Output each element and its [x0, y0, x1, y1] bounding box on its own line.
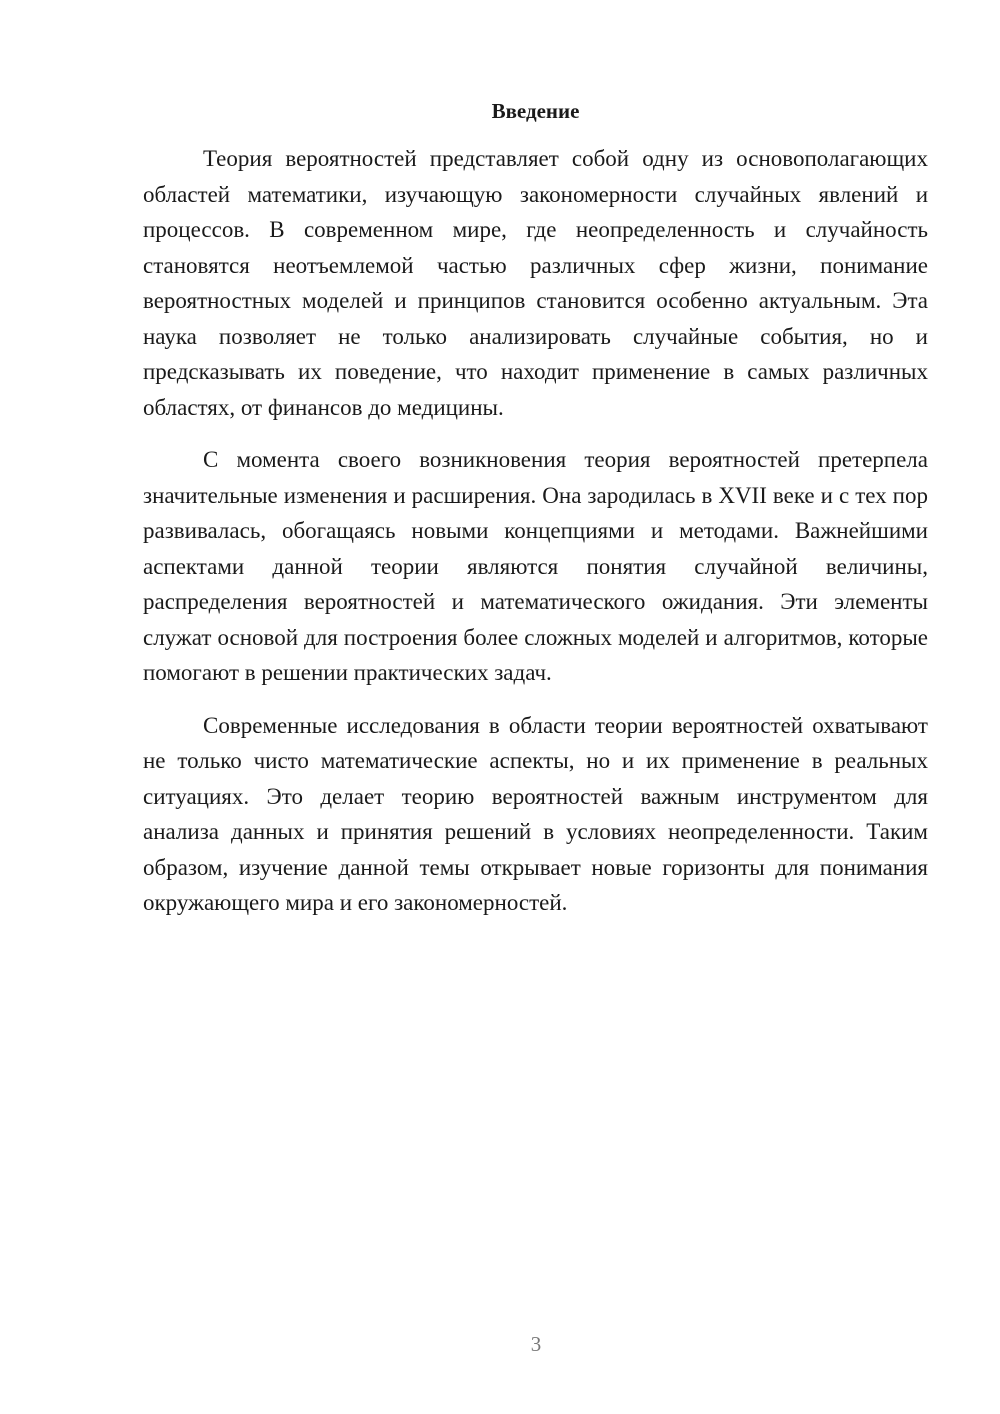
page-number: 3 [530, 1332, 542, 1356]
paragraph-1: Теория вероятностей представляет собой одну из основополагающих областей математики, изучающую закономерности случайных явлений и процессов. В современном мире, где неопределенность и случайность становятся неотъемлемой частью различных сфер жизни, понимание вероятностных моделей и принципов становится особенно актуальным. Эта наука позволяет не только анализировать случайные события, но и предсказывать их поведение, что находит применение в самых различных областях, от финансов до медицины. [143, 146, 928, 420]
paragraph-2: С момента своего возникновения теория вероятностей претерпела значительные изменения и расширения. Она зародилась в XVII веке и с тех пор развивалась, обогащаясь новыми концепциями и методами. Важнейшими аспектами данной теории являются понятия случайной величины, распределения вероятностей и математического ожидания. Эти элементы служат основой для построения более сложных моделей и алгоритмов, которые помогают в решении практических задач. [143, 447, 928, 685]
page-content [143, 95, 928, 921]
paragraph-3: Современные исследования в области теории вероятностей охватывают не только чисто математические аспекты, но и их применение в реальных ситуациях. Это делает теорию вероятностей важным инструментом для анализа данных и принятия решений в условиях неопределенности. Таким образом, изучение данной темы открывает новые горизонты для понимания окружающего мира и его закономерностей. [143, 712, 928, 915]
section-heading: Введение [491, 99, 580, 123]
